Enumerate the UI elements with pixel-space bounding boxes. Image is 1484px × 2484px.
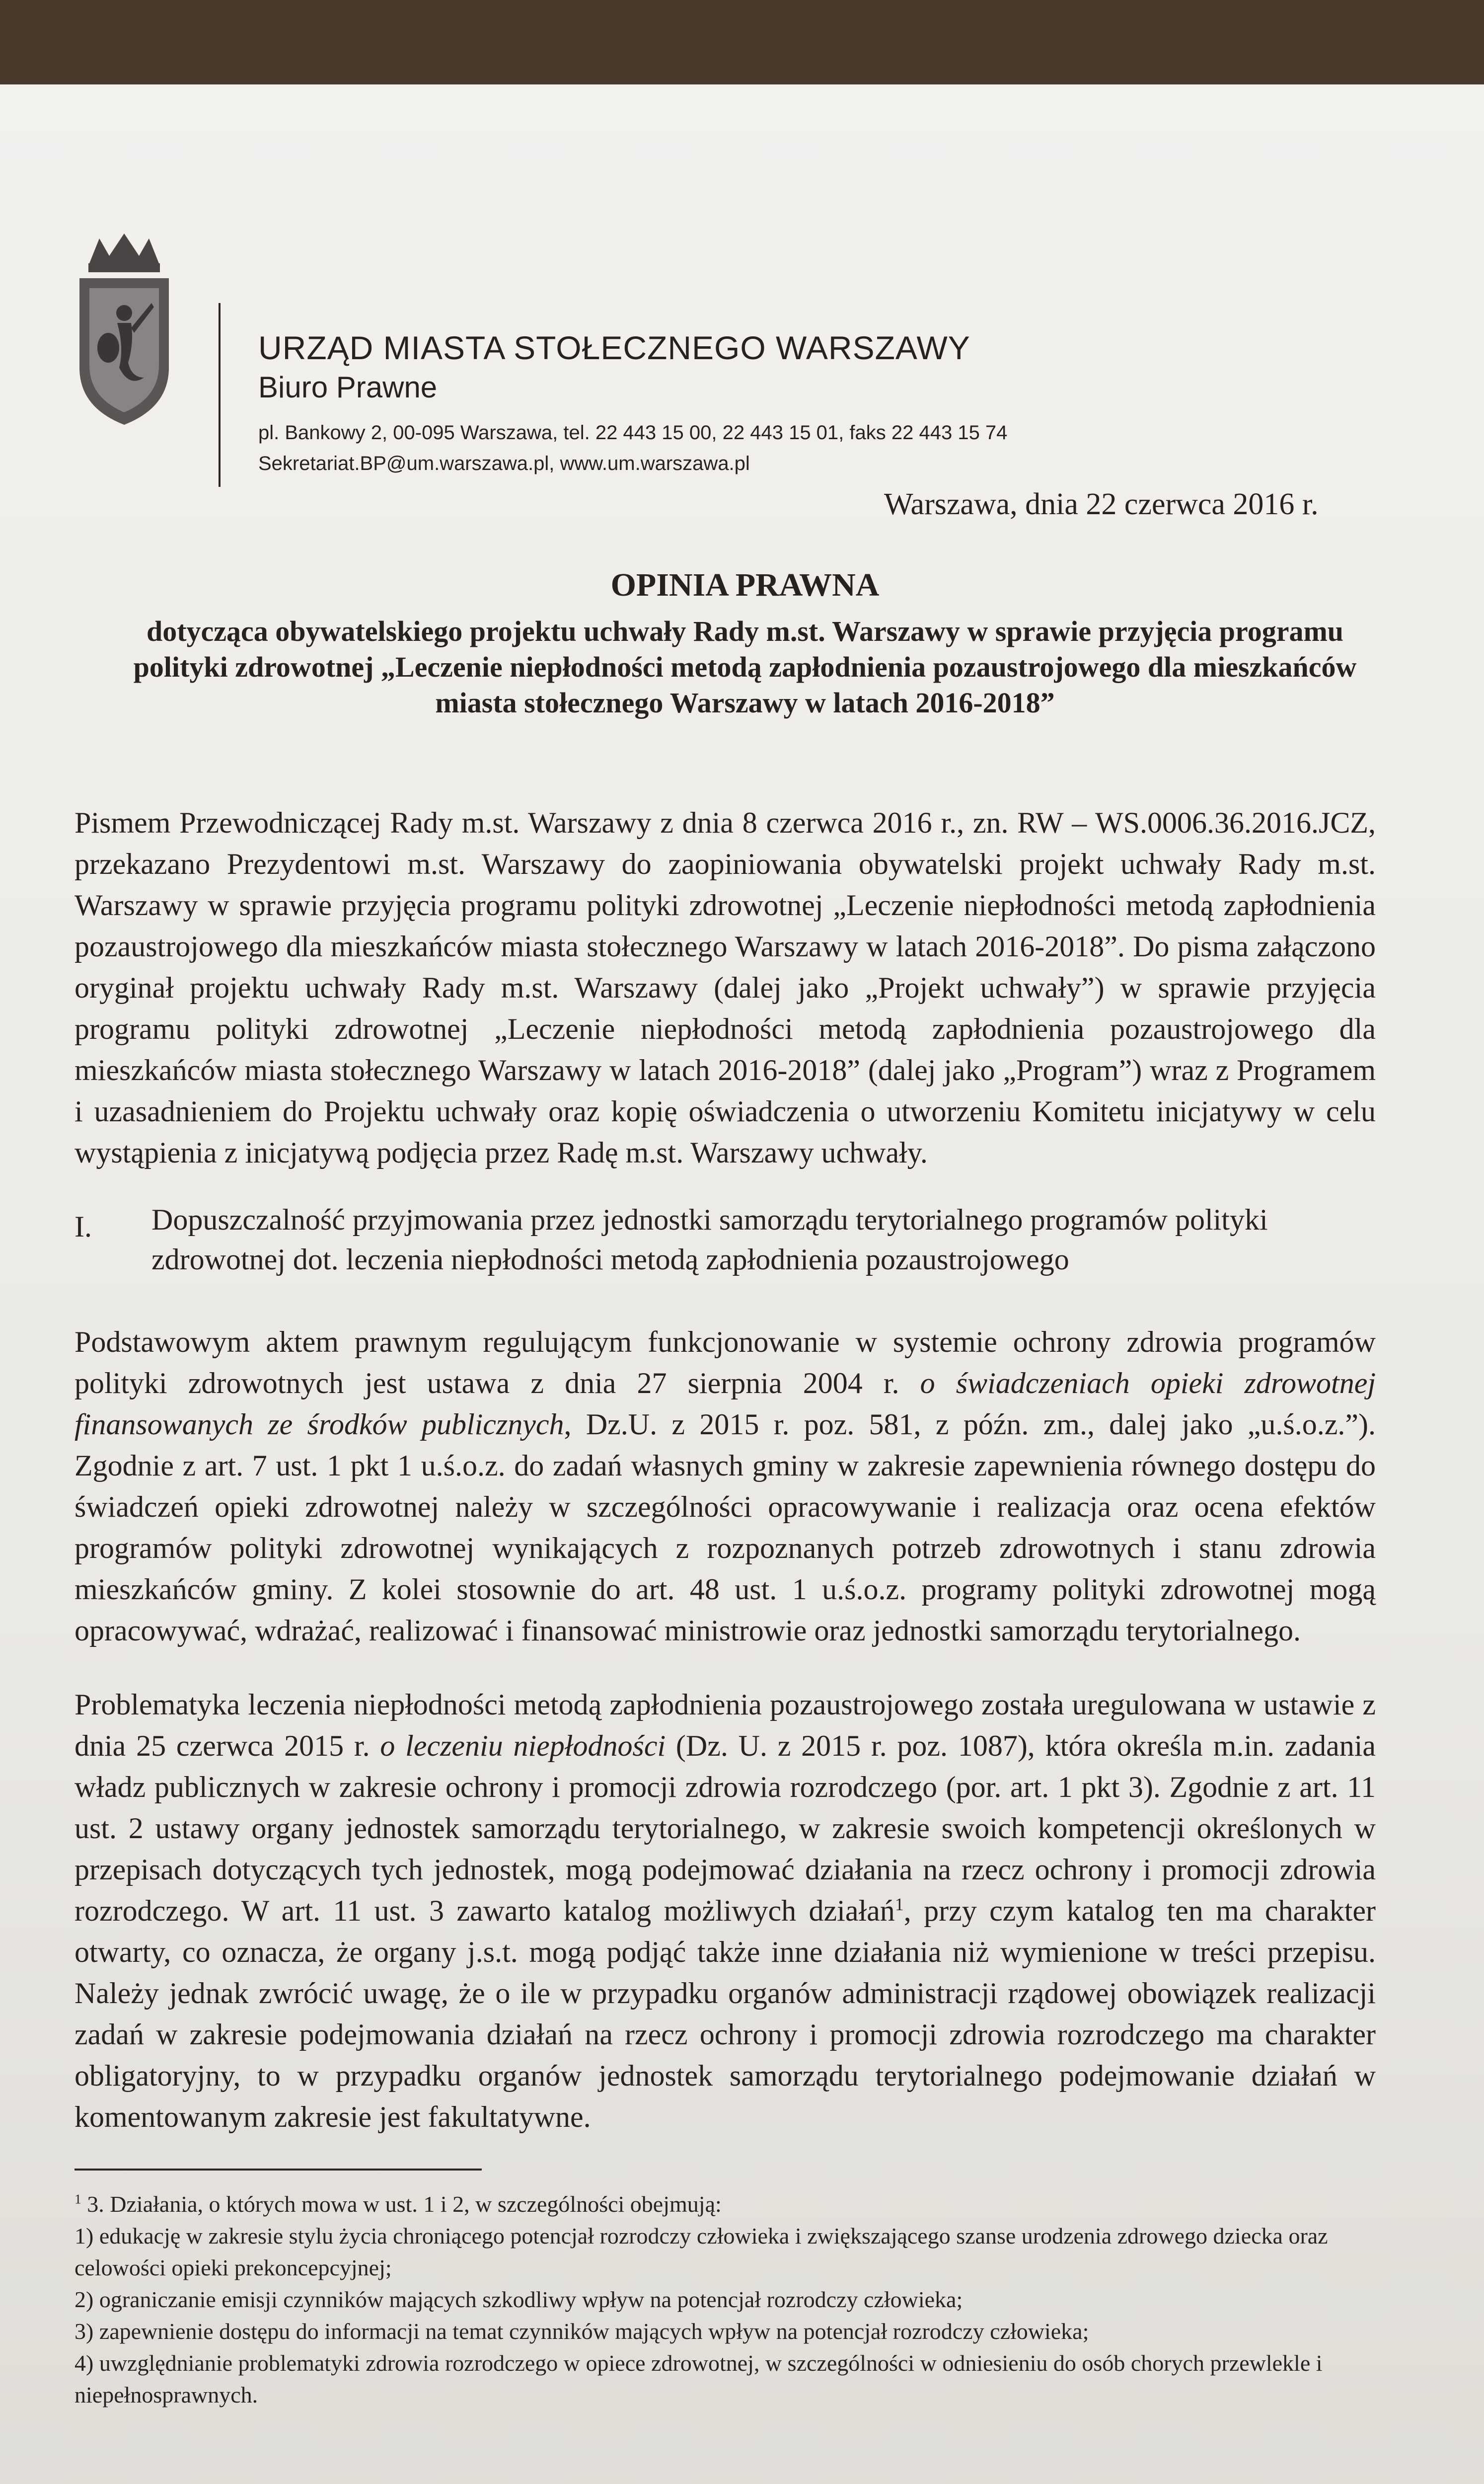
footnote-marker: 1 bbox=[74, 2191, 81, 2207]
footnote-item: 1) edukację w zakresie stylu życia chroniącego potencjał rozrodczy człowieka i zwiększającego szanse urodzenia zdrowego dziecka oraz celowości opieki prekoncepcyjnej; bbox=[74, 2223, 1328, 2280]
office-info bbox=[258, 328, 1007, 479]
letterhead bbox=[70, 229, 1410, 487]
paragraph-text: Podstawowym aktem prawnym regulującym funkcjonowanie w systemie ochrony zdrowia programów polityki zdrowotnych jest ustawa z dnia 27 sierpnia 2004 r. bbox=[74, 1325, 1376, 1399]
footnote-intro-text: 3. Działania, o których mowa w ust. 1 i 2, w szczególności obejmują: bbox=[81, 2191, 722, 2217]
warsaw-crest-icon bbox=[70, 229, 179, 427]
footnote-item: 4) uwzględnianie problematyki zdrowia rozrodczego w opiece zdrowotnej, w szczególności w odniesieniu do osób chorych przewlekle i niepełnosprawnych. bbox=[74, 2350, 1323, 2407]
footnote-item: 3) zapewnienie dostępu do informacji na temat czynników mających wpływ na potencjał rozrodczy człowieka; bbox=[74, 2319, 1089, 2344]
paragraph-text: , przy czym katalog ten ma charakter otwarty, co oznacza, że organy j.s.t. mogą podjąć także inne działania niż wymienione w treści przepisu. Należy jednak zwrócić uwagę, że o ile w przypadku organów administracji rządowej obowiązek realizacji zadań w zakresie podejmowania działań na rzecz ochrony i promocji zdrowia rozrodczego ma charakter obligatoryjny, to w przypadku organów jednostek samorządu terytorialnego podejmowanie działań w komentowanym zakresie jest fakultatywne. bbox=[74, 1894, 1376, 2133]
act-title: o leczeniu niepłodności bbox=[380, 1729, 666, 1762]
date-line: Warszawa, dnia 22 czerwca 2016 r. bbox=[884, 487, 1319, 521]
office-contact: Sekretariat.BP@um.warszawa.pl, www.um.warszawa.pl bbox=[258, 453, 750, 474]
document-page bbox=[0, 84, 1484, 2484]
footnotes bbox=[74, 2188, 1386, 2411]
footnote-separator bbox=[74, 2169, 482, 2171]
document-title: OPINIA PRAWNA bbox=[610, 567, 880, 603]
paragraph-infertility-act bbox=[74, 1684, 1376, 2138]
section-number: I. bbox=[74, 1210, 92, 1243]
paragraph-text: Problematyka leczenia niepłodności metodą zapłodnienia pozaustrojowego została uregulowana w ustawie z dnia 25 czerwca 2015 r. bbox=[74, 1688, 1376, 1762]
footnote-reference: 1 bbox=[894, 1894, 904, 1914]
office-name: URZĄD MIASTA STOŁECZNEGO WARSZAWY bbox=[258, 329, 970, 366]
act-title: o świadczeniach opieki zdrowotnej finansowanych ze środków publicznych bbox=[74, 1367, 1376, 1441]
paragraph-intro: Pismem Przewodniczącej Rady m.st. Warszawy z dnia 8 czerwca 2016 r., zn. RW – WS.0006.36.2016.JCZ, przekazano Prezydentowi m.st. Warszawy do zaopiniowania obywatelski projekt uchwały Rady m.st. Warszawy w sprawie przyjęcia programu polityki zdrowotnej „Leczenie niepłodności metodą zapłodnienia pozaustrojowego dla mieszkańców miasta stołecznego Warszawy w latach 2016-2018”. Do pisma załączono oryginał projektu uchwały Rady m.st. Warszawy (dalej jako „Projekt uchwały”) w sprawie przyjęcia programu polityki zdrowotnej „Leczenie niepłodności metodą zapłodnienia pozaustrojowego dla mieszkańców miasta stołecznego Warszawy w latach 2016-2018” (dalej jako „Program”) wraz z Programem i uzasadnieniem do Projektu uchwały oraz kopię oświadczenia o utworzeniu Komitetu inicjatywy w celu wystąpienia z inicjatywą podjęcia przez Radę m.st. Warszawy uchwały. bbox=[74, 806, 1376, 1169]
document-subtitle: dotycząca obywatelskiego projektu uchwały Rady m.st. Warszawy w sprawie przyjęcia programu polityki zdrowotnej „Leczenie niepłodności metodą zapłodnienia pozaustrojowego dla mieszkańców miasta stołecznego Warszawy w latach 2016-2018” bbox=[133, 615, 1357, 719]
footnote-intro bbox=[74, 2188, 1386, 2220]
header-divider bbox=[219, 303, 221, 487]
paragraph-text: (Dz. U. z 2015 r. poz. 1087), która określa m.in. zadania władz publicznych w zakresie ochrony i promocji zdrowia rozrodczego (por. art. 1 pkt 3). Zgodnie z art. 11 ust. 2 ustawy organy jednostek samorządu terytorialnego, w zakresie swoich kompetencji określonych w przepisach dotyczących tych jednostek, mogą podejmować działania na rzecz ochrony i promocji zdrowia rozrodczego. W art. 11 ust. 3 zawarto katalog możliwych działań bbox=[74, 1729, 1376, 1927]
department-name: Biuro Prawne bbox=[258, 371, 438, 404]
paragraph-text: , Dz.U. z 2015 r. poz. 581, z późn. zm., dalej jako „u.ś.o.z.”). Zgodnie z art. 7 ust. 1 pkt 1 u.ś.o.z. do zadań własnych gminy w zakresie zapewnienia równego dostępu do świadczeń opieki zdrowotnej należy w szczególności opracowywanie i realizacja oraz ocena efektów programów polityki zdrowotnej wynikających z rozpoznanych potrzeb zdrowotnych i stanu zdrowia mieszkańców gminy. Z kolei stosownie do art. 48 ust. 1 u.ś.o.z. programy polityki zdrowotnej mogą opracowywać, wdrażać, realizować i finansować ministrowie oraz jednostki samorządu terytorialnego. bbox=[74, 1408, 1376, 1647]
section-heading: Dopuszczalność przyjmowania przez jednostki samorządu terytorialnego programów polityki zdrowotnej dot. leczenia niepłodności metodą zapłodnienia pozaustrojowego bbox=[151, 1203, 1268, 1276]
office-address: pl. Bankowy 2, 00-095 Warszawa, tel. 22 443 15 00, 22 443 15 01, faks 22 443 15 74 bbox=[258, 422, 1008, 444]
footnote-item: 2) ograniczanie emisji czynników mających szkodliwy wpływ na potencjał rozrodczy człowieka; bbox=[74, 2287, 963, 2312]
paragraph-legal-basis bbox=[74, 1321, 1376, 1651]
